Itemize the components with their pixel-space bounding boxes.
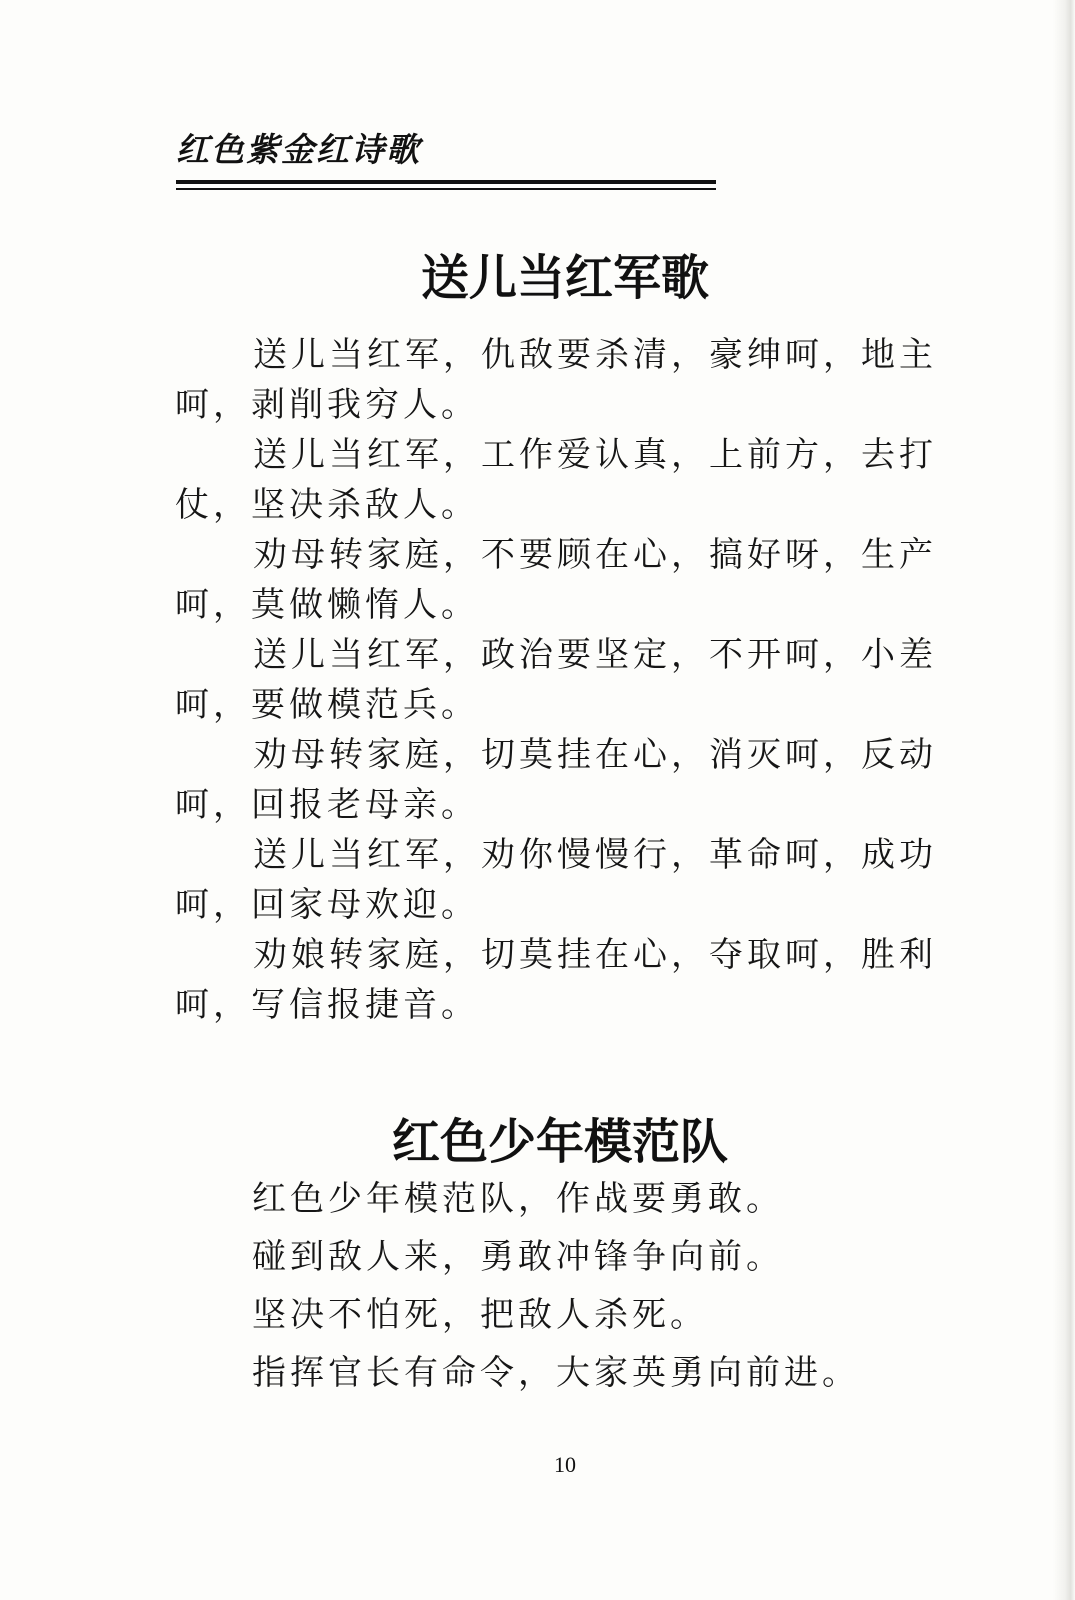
poem-title: 红色少年模范队 (391, 1114, 728, 1170)
stanza (175, 830, 975, 930)
stanza (175, 430, 975, 530)
stanza-line: 呵，莫做懒惰人。 (175, 585, 479, 625)
header-rule-thick (176, 180, 716, 184)
stanza-line: 劝母转家庭，不要顾在心，搞好呀，生产 (253, 535, 937, 575)
poem-line: 指挥官长有命令，大家英勇向前进。 (252, 1353, 860, 1393)
poem-line: 坚决不怕死，把敌人杀死。 (252, 1295, 708, 1335)
stanza-line: 送儿当红军，政治要坚定，不开呵，小差 (253, 635, 937, 675)
stanza-line: 仗，坚决杀敌人。 (175, 485, 479, 525)
stanza (175, 630, 975, 730)
stanza-line: 呵，要做模范兵。 (175, 685, 479, 725)
header-rule-thin (176, 188, 716, 190)
running-header-title: 红色紫金红诗歌 (176, 130, 421, 169)
stanza (175, 930, 975, 1030)
stanza-line: 劝娘转家庭，切莫挂在心，夺取呵，胜利 (253, 935, 937, 975)
stanza-line: 呵，回家母欢迎。 (175, 885, 479, 925)
stanza-line: 送儿当红军，工作爱认真，上前方，去打 (253, 435, 937, 475)
poem-title: 送儿当红军歌 (420, 250, 709, 306)
stanza-line: 呵，回报老母亲。 (175, 785, 479, 825)
page-edge (1053, 0, 1075, 1600)
poem-line: 碰到敌人来，勇敢冲锋争向前。 (252, 1237, 784, 1277)
poem-line: 红色少年模范队，作战要勇敢。 (252, 1179, 784, 1219)
stanza-line: 劝母转家庭，切莫挂在心，消灭呵，反动 (253, 735, 937, 775)
running-header (176, 128, 716, 190)
poem-body (252, 1170, 972, 1402)
stanza-line: 呵，剥削我穷人。 (175, 385, 479, 425)
stanza-line: 送儿当红军，劝你慢慢行，革命呵，成功 (253, 835, 937, 875)
stanza (175, 530, 975, 630)
stanza (175, 730, 975, 830)
page-number: 10 (554, 1452, 576, 1477)
stanza-line: 呵，写信报捷音。 (175, 985, 479, 1025)
stanza (175, 330, 975, 430)
poem-body (175, 330, 975, 1030)
stanza-line: 送儿当红军，仇敌要杀清，豪绅呵，地主 (253, 335, 937, 375)
